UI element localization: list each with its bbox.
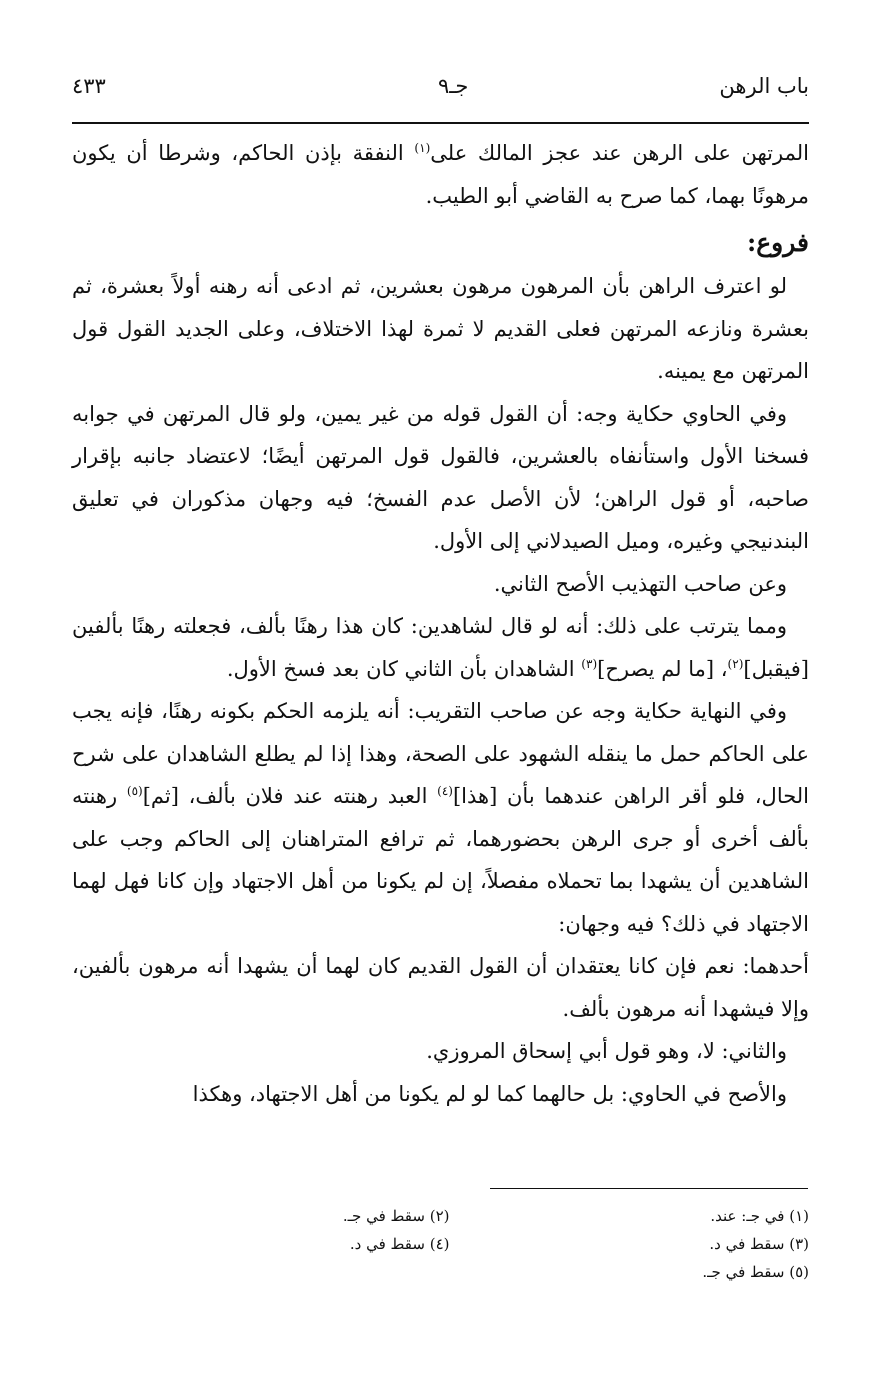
header-divider — [72, 122, 809, 124]
paragraph: لو اعترف الراهن بأن المرهون مرهون بعشرين، ثم ادعى أنه رهنه أولاً بعشرة، ثم بعشرة ونازعه المرتهن فعلى القديم لا ثمرة لهذا الاختلاف، وعلى الجديد القول قول المرتهن مع يمينه. — [72, 274, 809, 383]
footnotes — [130, 1202, 809, 1286]
footnote-marker: (٣) — [581, 656, 598, 671]
paragraph: وفي النهاية حكاية وجه عن صاحب التقريب: أنه يلزمه الحكم بكونه رهنًا، فإنه يجب على الحاكم حمل ما ينقله الشهود على الصحة، وهذا إذا لم يطلع الشاهدان على شرح الحال، فلو أقر الراهن عندهما بأن [هذا]$^{(٤)}$ العبد رهنته عند فلان بألف، [ثم]$^{(٥)}$ رهنته بألف أخرى أو جرى الرهن بحضورهما، ثم ترافع المتراهنان إلى الحاكم وجب على الشاهدين أن يشهدا بما تحملاه مفصلاً، إن لم يكونا من أهل الاجتهاد وإن كانا فهل لهما الاجتهاد في ذلك؟ فيه وجهان: — [72, 699, 810, 936]
footnote: (٢) سقط في جـ. — [342, 1207, 450, 1225]
footnote: (٣) سقط في د. — [709, 1235, 809, 1253]
paragraph: أحدهما: نعم فإن كانا يعتقدان أن القول القديم كان لهما أن يشهدا أنه مرهون بألفين، وإلا فيشهدا أنه مرهون بألف. — [72, 954, 809, 1021]
volume-number: جـ٩ — [438, 74, 469, 98]
footnote-marker: (٢) — [727, 656, 744, 671]
footnote: (٥) سقط في جـ. — [702, 1263, 809, 1281]
footnote-marker: (٤) — [437, 784, 453, 798]
section-heading: فروع: — [747, 228, 809, 257]
paragraph: وفي الحاوي حكاية وجه: أن القول قوله من غير يمين، ولو قال المرتهن في جوابه فسخنا الأول واستأنفاه بالعشرين، فالقول قول المرتهن أيضًا؛ لاعتضاد جانبه بإقرار صاحبه، أو قول الراهن؛ لأن الأصل عدم الفسخ؛ فيه وجهان مذكوران في تعليق البندنيجي وغيره، وميل الصيدلاني إلى الأول. — [72, 401, 809, 553]
footnote-marker: (١) — [414, 141, 431, 155]
footnote: (١) في جـ: عند. — [710, 1207, 809, 1225]
page-number: ٤٣٣ — [72, 74, 106, 98]
footnote: (٤) سقط في د. — [349, 1235, 450, 1253]
running-header — [72, 66, 809, 106]
main-text — [72, 132, 809, 1115]
paragraph: ومما يترتب على ذلك: أنه لو قال لشاهدين: كان هذا رهنًا بألف، فجعلته رهنًا بألفين [فيقبل]$^{(٢)}$، [ما لم يصرح]$^{(٣)}$ الشاهدان بأن الثاني كان بعد فسخ الأول. — [72, 614, 809, 681]
footnote-divider — [490, 1188, 808, 1189]
paragraph: والثاني: لا، وهو قول أبي إسحاق المروزي. — [426, 1039, 787, 1063]
paragraph: والأصح في الحاوي: بل حالهما كما لو لم يكونا من أهل الاجتهاد، وهكذا — [192, 1081, 787, 1106]
paragraph: وعن صاحب التهذيب الأصح الثاني. — [493, 571, 787, 596]
chapter-title: باب الرهن — [719, 74, 809, 98]
footnote-marker: (٥) — [126, 784, 143, 798]
paragraph: المرتهن على الرهن عند عجز المالك على$^{(١)}$ النفقة بإذن الحاكم، وشرطا أن يكون مرهونًا بهما، كما صرح به القاضي أبو الطيب. — [72, 141, 809, 208]
